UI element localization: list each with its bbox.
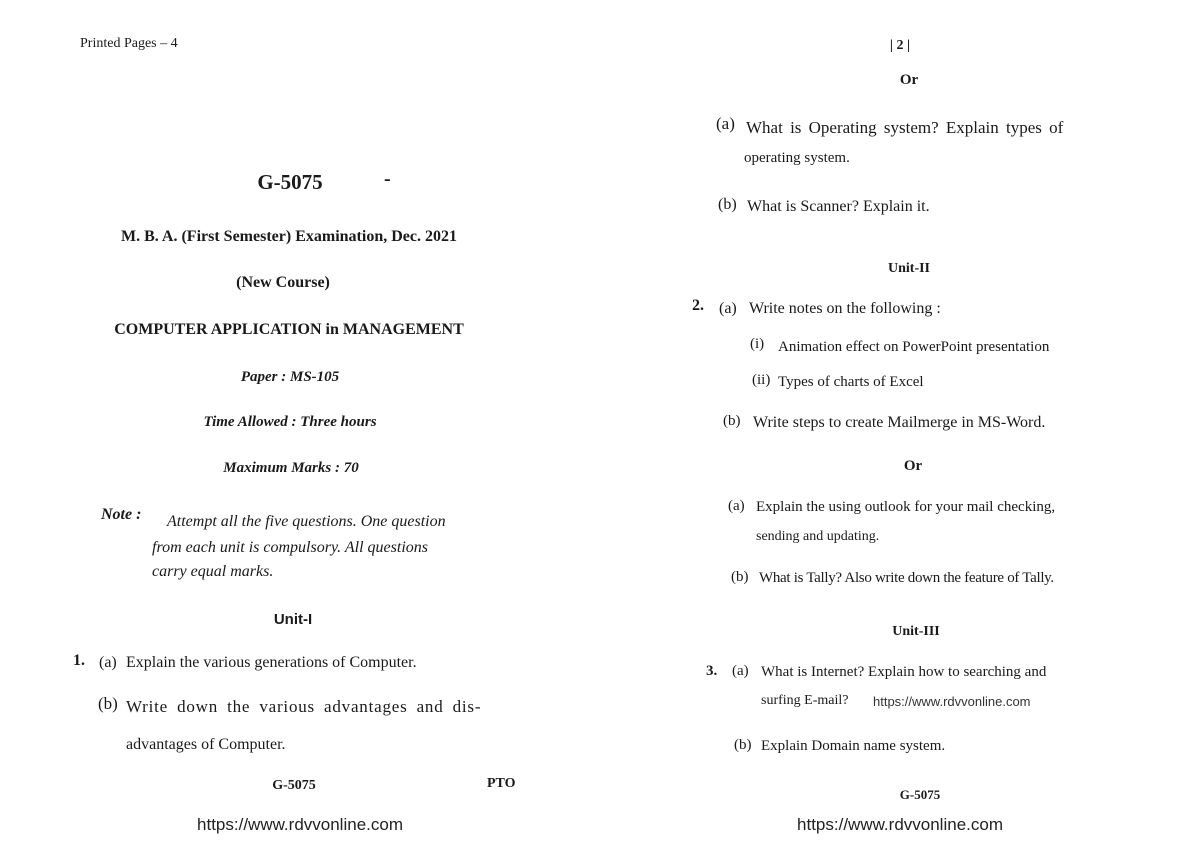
question-part-label: (b) [98,694,118,713]
question-part-label: (a) [99,654,117,671]
question-text: operating system. [744,150,850,166]
pto-label: PTO [487,776,516,791]
maximum-marks: Maximum Marks : 70 [223,460,359,476]
paper-label: Paper : MS-105 [240,369,340,385]
footer-code: G-5075 [899,787,941,802]
question-text: advantages of Computer. [126,736,286,753]
footer-code: G-5075 [272,778,316,793]
question-number: 3. [706,663,718,679]
sub-part-label: (i) [750,336,765,352]
question-text: sending and updating. [756,529,880,544]
question-text: What is Scanner? Explain it. [747,198,930,215]
stray-mark: - [384,168,391,190]
subject-title: COMPUTER APPLICATION in MANAGEMENT [114,321,464,338]
question-part-label: (a) [719,300,737,317]
question-number: 2. [692,297,704,314]
question-part-label: (b) [734,737,752,753]
question-number: 1. [73,652,85,669]
note-label: Note : [101,506,142,523]
or-divider: Or [903,458,923,474]
footer-url[interactable]: https://www.rdvvonline.com [797,815,1003,834]
question-text: Explain Domain name system. [761,738,946,754]
question-text: surfing E-mail? [761,693,849,708]
question-part-label: (b) [723,413,741,429]
printed-pages: Printed Pages – 4 [80,36,178,51]
question-part-label: (a) [732,663,749,679]
footer-url[interactable]: https://www.rdvvonline.com [197,815,403,834]
unit-heading: Unit-III [892,624,940,639]
unit-heading: Unit-II [887,261,931,276]
question-text: Write steps to create Mailmerge in MS-Word. [753,414,1046,431]
question-text: Explain the using outlook for your mail checking, [756,499,1056,515]
note-line: carry equal marks. [152,563,274,580]
question-part-label: (a) [728,498,745,514]
question-text: Write down the various advantages and dis- [126,697,482,716]
question-text: What is Tally? Also write down the feature of Tally. [759,570,1054,586]
note-line: from each unit is compulsory. All questions [152,539,428,556]
question-text: Animation effect on PowerPoint presentation [778,339,1050,355]
question-part-label: (b) [718,196,737,213]
course-label: (New Course) [236,274,330,291]
unit-heading: Unit-I [273,611,313,628]
question-text: What is Operating system? Explain types of [746,118,1064,137]
page-number: | 2 | [889,38,911,53]
question-part-label: (a) [716,114,735,133]
question-text: Types of charts of Excel [778,374,924,390]
inline-url[interactable]: https://www.rdvvonline.com [873,694,1031,709]
paper-code-title: G-5075 [257,170,323,194]
question-text: Explain the various generations of Computer. [126,654,417,671]
exam-title: M. B. A. (First Semester) Examination, Dec. 2021 [121,228,457,245]
time-allowed: Time Allowed : Three hours [203,414,377,430]
or-divider: Or [899,72,919,88]
question-part-label: (b) [731,569,749,585]
sub-part-label: (ii) [752,372,771,388]
question-text: Write notes on the following : [749,300,941,317]
question-text: What is Internet? Explain how to searching and [761,664,1047,680]
note-line: Attempt all the five questions. One question [167,513,446,530]
